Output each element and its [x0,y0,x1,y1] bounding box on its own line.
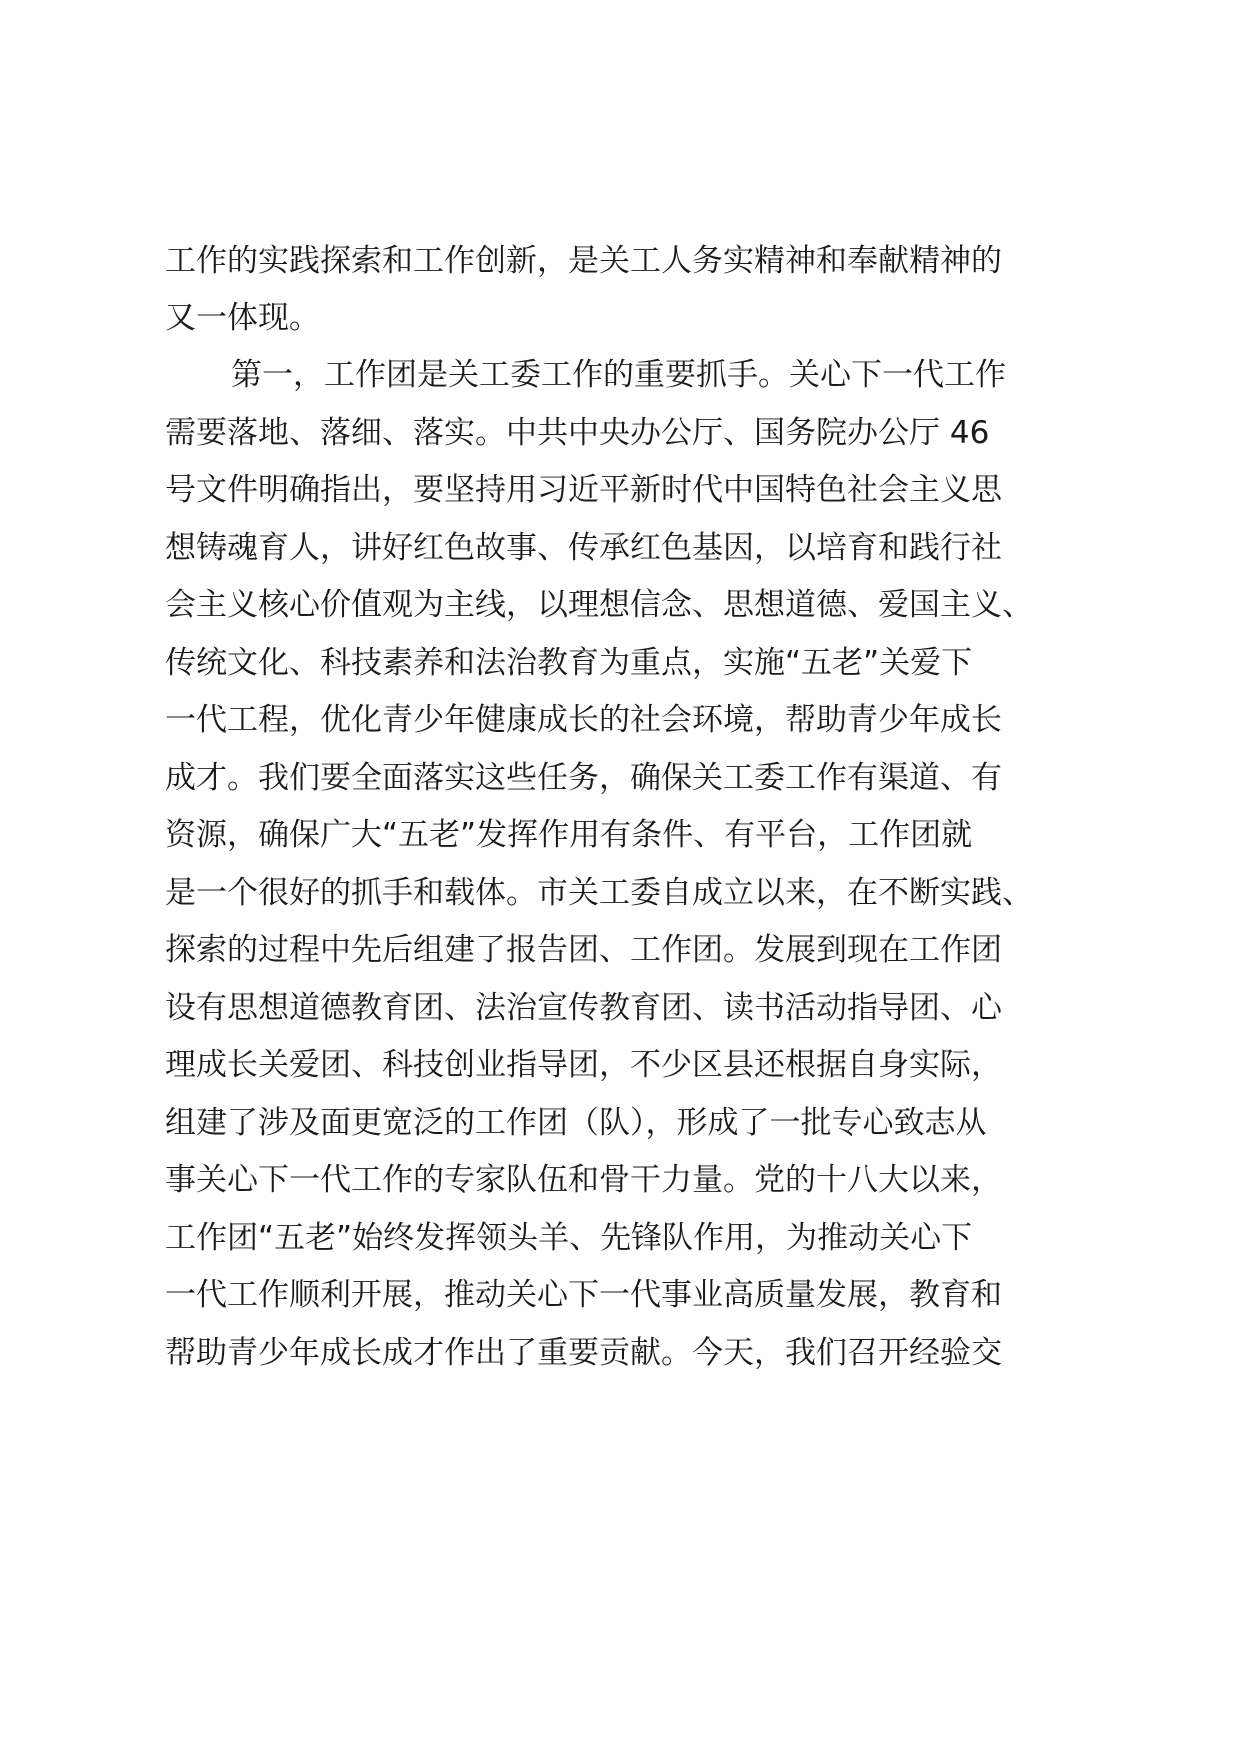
text-line: 工作团“五老”始终发挥领头羊、先锋队作用，为推动关心下 [165,1220,973,1256]
text-line: 事关心下一代工作的专家队伍和骨干力量。党的十八大以来， [165,1162,1002,1198]
text-line: 传统文化、科技素养和法治教育为重点，实施“五老”关爱下 [165,645,973,681]
text-line: 工作的实践探索和工作创新，是关工人务实精神和奉献精神的 [165,243,1002,279]
text-line: 资源，确保广大“五老”发挥作用有条件、有平台，工作团就 [165,817,973,853]
text-line: 组建了涉及面更宽泛的工作团（队），形成了一批专心致志从 [165,1105,987,1141]
text-line: 帮助青少年成长成才作出了重要贡献。今天，我们召开经验交 [165,1335,1002,1371]
paragraph-first-line: 第一，工作团是关工委工作的重要抓手。关心下一代工作 [231,357,1006,393]
text-line: 是一个很好的抓手和载体。市关工委自成立以来，在不断实践、 [165,875,1033,911]
text-line: 号文件明确指出，要坚持用习近平新时代中国特色社会主义思 [165,472,1002,508]
text-line: 一代工程，优化青少年健康成长的社会环境，帮助青少年成长 [165,702,1002,738]
text-line: 理成长关爱团、科技创业指导团，不少区县还根据自身实际， [165,1047,1002,1083]
text-line: 会主义核心价值观为主线，以理想信念、思想道德、爱国主义、 [165,587,1033,623]
text-line: 需要落地、落细、落实。中共中央办公厅、国务院办公厅 46 [165,415,990,451]
text-line: 一代工作顺利开展，推动关心下一代事业高质量发展，教育和 [165,1277,1002,1313]
text-line: 设有思想道德教育团、法治宣传教育团、读书活动指导团、心 [165,990,1002,1026]
text-line: 想铸魂育人，讲好红色故事、传承红色基因，以培育和践行社 [165,530,1002,566]
text-line: 又一体现。 [165,300,320,336]
text-line: 成才。我们要全面落实这些任务，确保关工委工作有渠道、有 [165,760,1002,796]
text-line: 探索的过程中先后组建了报告团、工作团。发展到现在工作团 [165,932,1002,968]
